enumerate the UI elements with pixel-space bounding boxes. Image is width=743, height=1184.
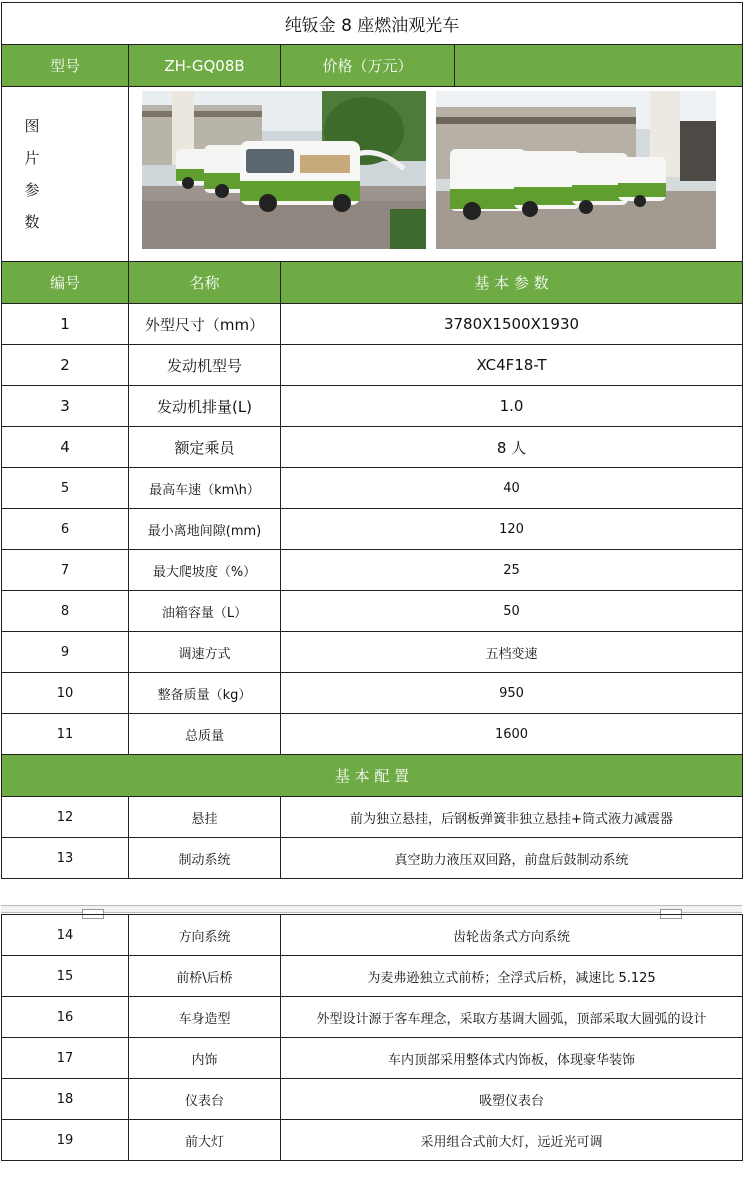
row-value: XC4F18-T: [281, 345, 743, 386]
row-value: 外型设计源于客车理念，采取方基调大圆弧，顶部采取大圆弧的设计: [281, 997, 743, 1038]
image-label: [2, 87, 129, 262]
row-no: 10: [2, 673, 129, 714]
image-label-char: 图: [24, 117, 40, 135]
row-no: 8: [2, 591, 129, 632]
col-header-no: 编号: [2, 262, 129, 304]
row-name: 最小离地间隙(mm): [129, 509, 281, 550]
vehicle-photo-1: [142, 91, 426, 249]
row-no: 15: [2, 956, 129, 997]
row-name: 最高车速（km\h）: [129, 468, 281, 509]
table-row: [2, 427, 743, 468]
page-break-divider: [1, 905, 742, 913]
row-value: 120: [281, 509, 743, 550]
row-no: 11: [2, 714, 129, 755]
row-name: 总质量: [129, 714, 281, 755]
table-row: [2, 673, 743, 714]
row-value: 真空助力液压双回路，前盘后鼓制动系统: [281, 838, 743, 879]
model-label: 型号: [2, 45, 129, 87]
row-value: 25: [281, 550, 743, 591]
row-no: 18: [2, 1079, 129, 1120]
row-name: 仪表台: [129, 1079, 281, 1120]
table-row: [2, 797, 743, 838]
row-name: 发动机排量(L): [129, 386, 281, 427]
table-row: [2, 304, 743, 345]
row-no: 12: [2, 797, 129, 838]
row-value: 为麦弗逊独立式前桥；全浮式后桥，减速比 5.125: [281, 956, 743, 997]
config-title: 基 本 配 置: [2, 755, 743, 797]
row-value: 吸塑仪表台: [281, 1079, 743, 1120]
spec-table-page1: [1, 2, 743, 879]
row-name: 调速方式: [129, 632, 281, 673]
row-no: 2: [2, 345, 129, 386]
row-no: 3: [2, 386, 129, 427]
row-value: 五档变速: [281, 632, 743, 673]
row-value: 采用组合式前大灯，远近光可调: [281, 1120, 743, 1161]
title-row: [2, 3, 743, 45]
row-value: 40: [281, 468, 743, 509]
row-value: 齿轮齿条式方向系统: [281, 915, 743, 956]
row-no: 6: [2, 509, 129, 550]
price-label: 价格（万元）: [281, 45, 455, 87]
row-value: 950: [281, 673, 743, 714]
row-value: 8 人: [281, 427, 743, 468]
photo-cell: [129, 87, 743, 262]
row-no: 13: [2, 838, 129, 879]
table-row: [2, 632, 743, 673]
row-value: 3780X1500X1930: [281, 304, 743, 345]
row-no: 14: [2, 915, 129, 956]
model-row: [2, 45, 743, 87]
row-name: 油箱容量（L）: [129, 591, 281, 632]
table-row: [2, 838, 743, 879]
table-row: [2, 550, 743, 591]
price-value: [455, 45, 743, 87]
spec-table-page2: [1, 914, 743, 1161]
row-name: 内饰: [129, 1038, 281, 1079]
row-name: 前桥\后桥: [129, 956, 281, 997]
col-header-name: 名称: [129, 262, 281, 304]
col-header-param: 基 本 参 数: [281, 262, 743, 304]
table-row: [2, 1038, 743, 1079]
row-name: 前大灯: [129, 1120, 281, 1161]
table-row: [2, 509, 743, 550]
row-no: 7: [2, 550, 129, 591]
row-value: 1600: [281, 714, 743, 755]
image-label-char: 参: [24, 181, 40, 199]
image-row: [2, 87, 743, 262]
table-row: [2, 915, 743, 956]
table-row: [2, 386, 743, 427]
column-header-row: [2, 262, 743, 304]
config-header-row: [2, 755, 743, 797]
row-no: 17: [2, 1038, 129, 1079]
table-row: [2, 591, 743, 632]
row-name: 额定乘员: [129, 427, 281, 468]
row-name: 发动机型号: [129, 345, 281, 386]
table-row: [2, 468, 743, 509]
table-row: [2, 1120, 743, 1161]
row-no: 4: [2, 427, 129, 468]
row-name: 外型尺寸（mm）: [129, 304, 281, 345]
vehicle-photo-2: [436, 91, 716, 249]
page-title: 纯钣金 8 座燃油观光车: [2, 3, 743, 45]
image-label-char: 数: [24, 213, 40, 231]
row-no: 9: [2, 632, 129, 673]
row-name: 整备质量（kg）: [129, 673, 281, 714]
row-value: 1.0: [281, 386, 743, 427]
row-name: 悬挂: [129, 797, 281, 838]
table-row: [2, 345, 743, 386]
table-row: [2, 997, 743, 1038]
row-name: 车身造型: [129, 997, 281, 1038]
row-name: 最大爬坡度（%）: [129, 550, 281, 591]
row-no: 5: [2, 468, 129, 509]
row-no: 16: [2, 997, 129, 1038]
row-value: 前为独立悬挂，后钢板弹簧非独立悬挂+筒式液力减震器: [281, 797, 743, 838]
row-value: 车内顶部采用整体式内饰板，体现豪华装饰: [281, 1038, 743, 1079]
table-row: [2, 1079, 743, 1120]
row-value: 50: [281, 591, 743, 632]
row-name: 方向系统: [129, 915, 281, 956]
row-no: 1: [2, 304, 129, 345]
row-name: 制动系统: [129, 838, 281, 879]
image-label-char: 片: [24, 149, 40, 167]
model-value: ZH-GQ08B: [129, 45, 281, 87]
table-row: [2, 714, 743, 755]
table-row: [2, 956, 743, 997]
row-no: 19: [2, 1120, 129, 1161]
